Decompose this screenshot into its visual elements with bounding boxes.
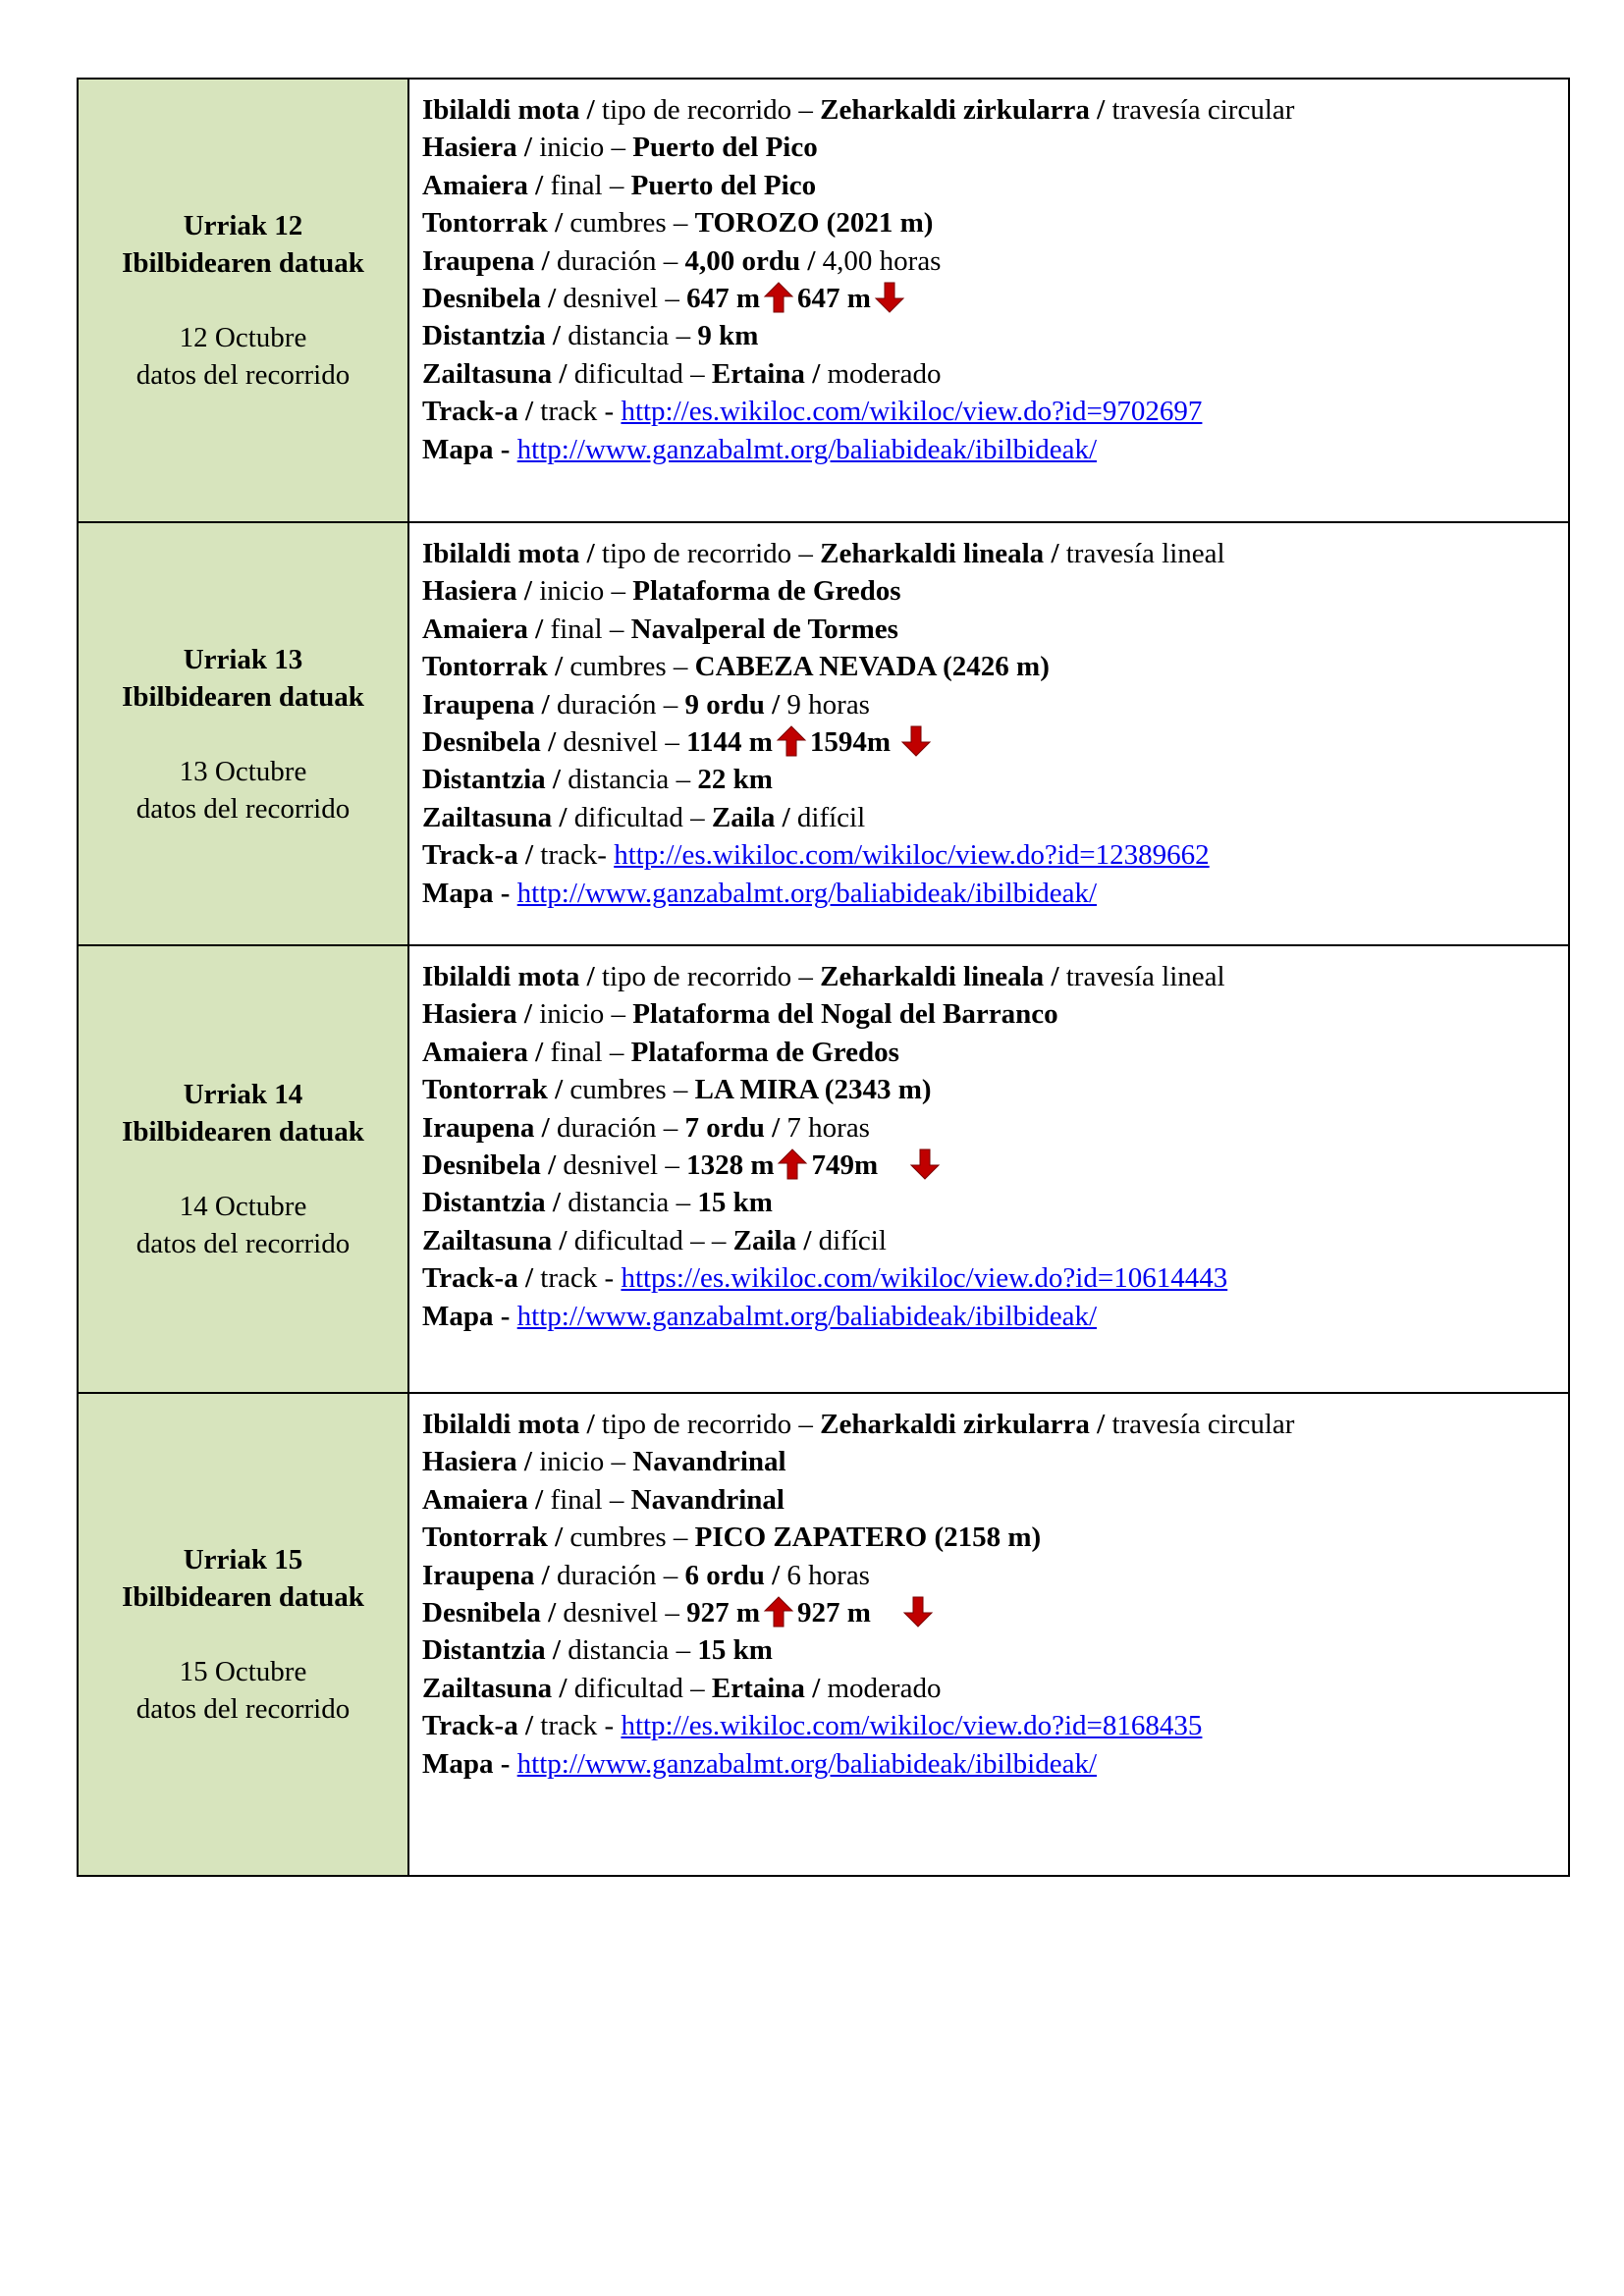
day-subtitle: Ibilbidearen datuak (122, 1581, 364, 1613)
route-duration-line: Iraupena / duración – 6 ordu / 6 horas (422, 1559, 870, 1591)
route-distance-line: Distantzia / distancia – 22 km (422, 764, 773, 796)
route-row (78, 79, 1569, 522)
route-info-cell (408, 522, 1569, 945)
day-title: Urriak 14 (183, 1079, 303, 1110)
route-elevation-line: Desnibela / desnivel – 1328 m 749m (422, 1147, 1568, 1184)
route-info-cell (408, 79, 1569, 522)
route-distance-line: Distantzia / distancia – 15 km (422, 1634, 773, 1667)
route-info-cell (408, 945, 1569, 1393)
route-type-line: Ibilaldi mota / tipo de recorrido – Zeharkaldi lineala / travesía lineal (422, 538, 1225, 569)
route-start-line: Hasiera / inicio – Plataforma de Gredos (422, 575, 901, 608)
day-title: Urriak 15 (183, 1544, 303, 1575)
arrow-down-icon (901, 1595, 935, 1629)
route-distance-line: Distantzia / distancia – 9 km (422, 320, 759, 352)
day-date: 15 Octubre (179, 1656, 307, 1687)
day-cell (78, 1393, 408, 1876)
route-track-line: Track-a / track - https://es.wikiloc.com/wikiloc/view.do?id=10614443 (422, 1262, 1228, 1295)
route-track-line: Track-a / track - http://es.wikiloc.com/wikiloc/view.do?id=8168435 (422, 1710, 1203, 1742)
day-date: 12 Octubre (179, 322, 307, 353)
day-description: datos del recorrido (135, 792, 351, 825)
map-link[interactable]: http://www.ganzabalmt.org/baliabideak/ibilbideak/ (516, 877, 1097, 909)
route-elevation-line: Desnibela / desnivel – 647 m 647 m (422, 280, 1568, 317)
day-date: 14 Octubre (179, 1191, 307, 1222)
day-cell (78, 945, 408, 1393)
route-map-line: Mapa - http://www.ganzabalmt.org/baliabideak/ibilbideak/ (422, 1747, 1097, 1780)
track-link[interactable]: http://es.wikiloc.com/wikiloc/view.do?id=8168435 (621, 1710, 1203, 1742)
map-link[interactable]: http://www.ganzabalmt.org/baliabideak/ibilbideak/ (516, 1747, 1097, 1780)
day-description: datos del recorrido (135, 1228, 351, 1259)
day-description: datos del recorrido (135, 1693, 351, 1725)
route-end-line: Amaiera / final – Navalperal de Tormes (422, 613, 898, 645)
route-summit-line: Tontorrak / cumbres – LA MIRA (2343 m) (422, 1074, 932, 1106)
route-difficulty-line: Zailtasuna / dificultad – Ertaina / moderado (422, 357, 942, 390)
route-start-line: Hasiera / inicio – Plataforma del Nogal del Barranco (422, 998, 1058, 1031)
routes-table (77, 78, 1570, 1877)
route-elevation-line: Desnibela / desnivel – 927 m 927 m (422, 1594, 1568, 1631)
track-link[interactable]: http://es.wikiloc.com/wikiloc/view.do?id=12389662 (614, 839, 1210, 872)
route-difficulty-line: Zailtasuna / dificultad – Zaila / difícil (422, 801, 866, 833)
arrow-up-icon (762, 281, 795, 314)
day-subtitle: Ibilbidearen datuak (122, 247, 364, 279)
route-track-line: Track-a / track- http://es.wikiloc.com/wikiloc/view.do?id=12389662 (422, 839, 1210, 872)
day-title: Urriak 12 (183, 210, 303, 241)
route-type-line: Ibilaldi mota / tipo de recorrido – Zeharkaldi zirkularra / travesía circular (422, 1409, 1295, 1440)
route-start-line: Hasiera / inicio – Puerto del Pico (422, 132, 818, 164)
route-end-line: Amaiera / final – Puerto del Pico (422, 169, 817, 201)
route-map-line: Mapa - http://www.ganzabalmt.org/baliabideak/ibilbideak/ (422, 433, 1097, 465)
arrow-up-icon (776, 1148, 809, 1181)
arrow-down-icon (873, 281, 906, 314)
route-summit-line: Tontorrak / cumbres – TOROZO (2021 m) (422, 207, 934, 240)
route-duration-line: Iraupena / duración – 9 ordu / 9 horas (422, 688, 870, 721)
route-row (78, 522, 1569, 945)
route-elevation-line: Desnibela / desnivel – 1144 m 1594m (422, 723, 1568, 761)
route-row (78, 945, 1569, 1393)
arrow-up-icon (775, 724, 808, 758)
arrow-down-icon (899, 724, 933, 758)
arrow-up-icon (762, 1595, 795, 1629)
route-duration-line: Iraupena / duración – 7 ordu / 7 horas (422, 1111, 870, 1144)
route-row (78, 1393, 1569, 1876)
track-link[interactable]: https://es.wikiloc.com/wikiloc/view.do?id=10614443 (621, 1262, 1228, 1295)
day-subtitle: Ibilbidearen datuak (122, 680, 364, 713)
route-end-line: Amaiera / final – Plataforma de Gredos (422, 1036, 899, 1068)
route-start-line: Hasiera / inicio – Navandrinal (422, 1446, 786, 1478)
track-link[interactable]: http://es.wikiloc.com/wikiloc/view.do?id=9702697 (621, 396, 1203, 428)
route-difficulty-line: Zailtasuna / dificultad – Ertaina / moderado (422, 1672, 942, 1704)
route-track-line: Track-a / track - http://es.wikiloc.com/wikiloc/view.do?id=9702697 (422, 396, 1203, 428)
day-subtitle: Ibilbidearen datuak (122, 1116, 364, 1148)
route-end-line: Amaiera / final – Navandrinal (422, 1483, 785, 1516)
day-date: 13 Octubre (179, 755, 307, 787)
route-map-line: Mapa - http://www.ganzabalmt.org/baliabideak/ibilbideak/ (422, 1300, 1097, 1332)
route-summit-line: Tontorrak / cumbres – PICO ZAPATERO (2158 m) (422, 1522, 1042, 1554)
route-summit-line: Tontorrak / cumbres – CABEZA NEVADA (2426 m) (422, 651, 1050, 683)
arrow-down-icon (908, 1148, 942, 1181)
map-link[interactable]: http://www.ganzabalmt.org/baliabideak/ibilbideak/ (516, 433, 1097, 465)
route-duration-line: Iraupena / duración – 4,00 ordu / 4,00 horas (422, 244, 942, 277)
route-info-cell (408, 1393, 1569, 1876)
map-link[interactable]: http://www.ganzabalmt.org/baliabideak/ibilbideak/ (516, 1300, 1097, 1332)
route-type-line: Ibilaldi mota / tipo de recorrido – Zeharkaldi zirkularra / travesía circular (422, 94, 1295, 126)
route-map-line: Mapa - http://www.ganzabalmt.org/baliabideak/ibilbideak/ (422, 877, 1097, 909)
day-description: datos del recorrido (135, 359, 351, 391)
route-distance-line: Distantzia / distancia – 15 km (422, 1187, 773, 1219)
route-type-line: Ibilaldi mota / tipo de recorrido – Zeharkaldi lineala / travesía lineal (422, 961, 1225, 992)
route-difficulty-line: Zailtasuna / dificultad – – Zaila / difícil (422, 1224, 887, 1256)
day-cell (78, 79, 408, 522)
day-cell (78, 522, 408, 945)
day-title: Urriak 13 (183, 643, 303, 675)
